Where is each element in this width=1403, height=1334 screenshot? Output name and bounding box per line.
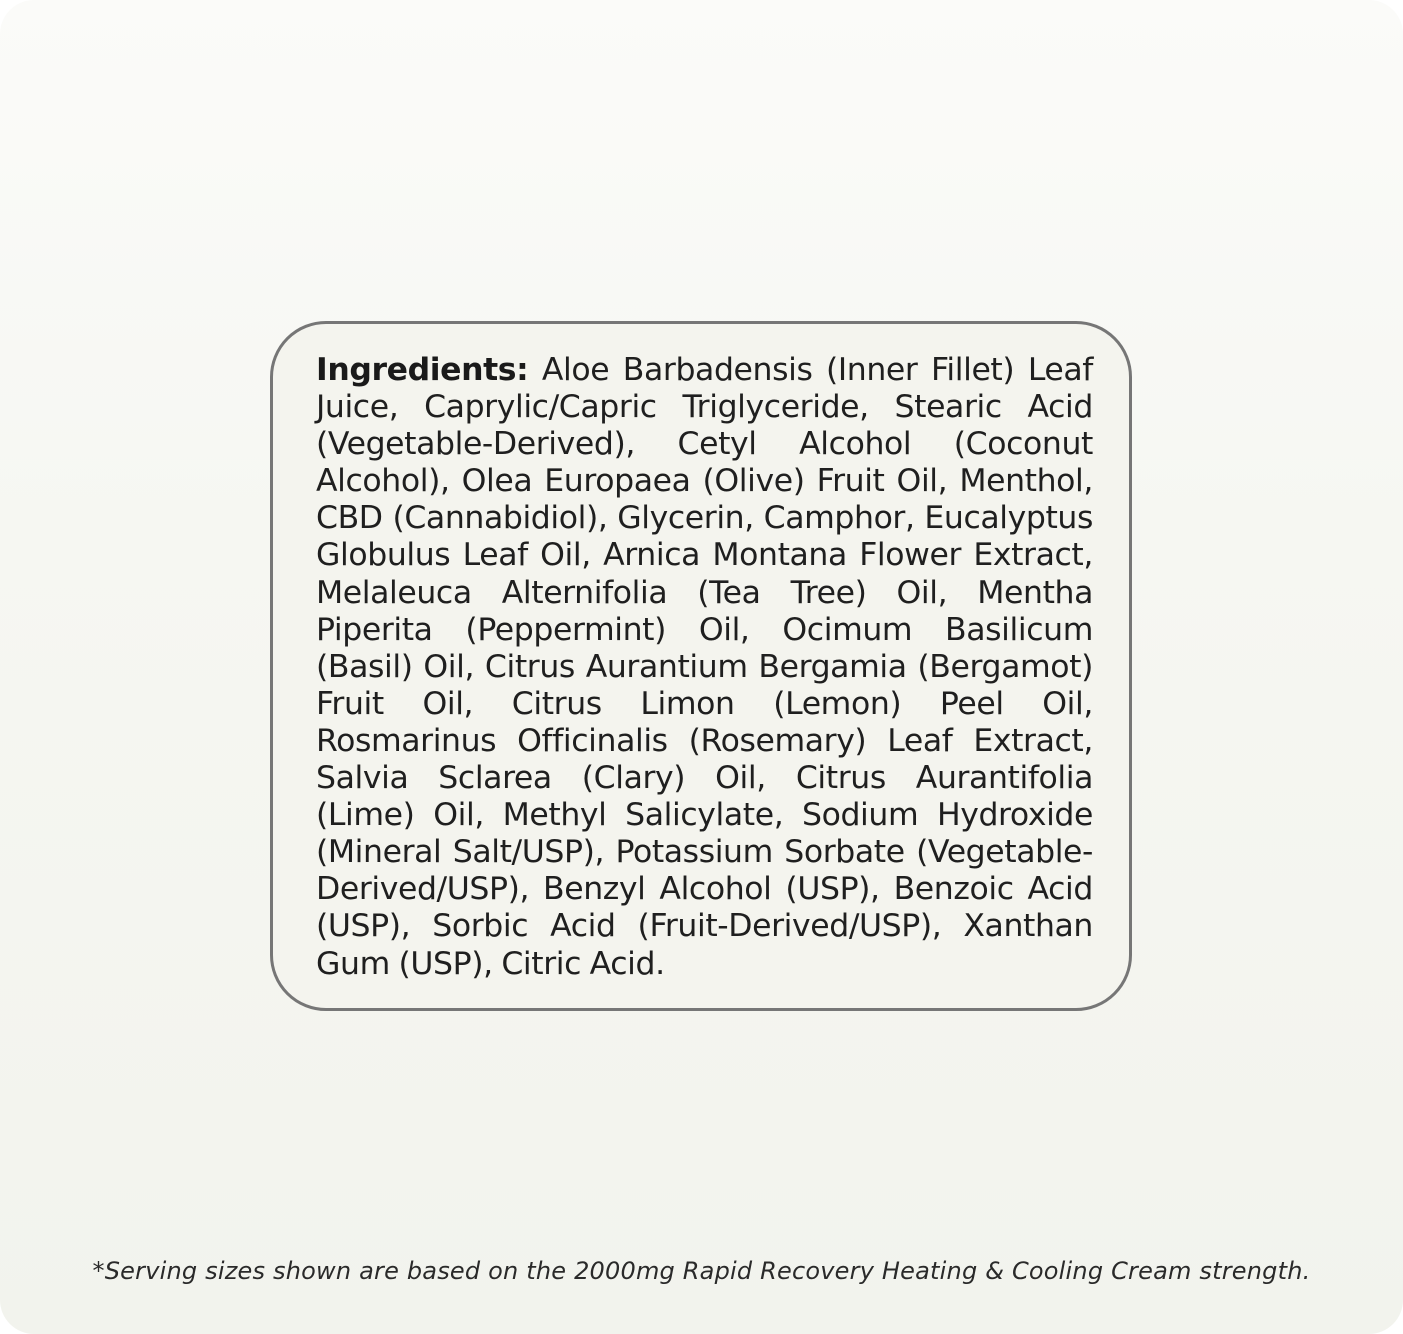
serving-size-footnote: *Serving sizes shown are based on the 2000mg Rapid Recovery Heating & Cooling Cream strength. <box>92 1257 1311 1285</box>
ingredients-label: Ingredients: <box>316 352 529 388</box>
ingredients-paragraph <box>316 352 1093 983</box>
ingredients-list: Aloe Barbadensis (Inner Fillet) Leaf Juice, Caprylic/Capric Triglyceride, Stearic Acid (Vegetable-Derived), Cetyl Alcohol (Coconut Alcohol), Olea Europaea (Olive) Fruit Oil, Menthol, CBD (Cannabidiol), Glycerin, Camphor, Eucalyptus Globulus Leaf Oil, Arnica Montana Flower Extract, Melaleuca Alternifolia (Tea Tree) Oil, Mentha Piperita (Peppermint) Oil, Ocimum Basilicum (Basil) Oil, Citrus Aurantium Bergamia (Bergamot) Fruit Oil, Citrus Limon (Lemon) Peel Oil, Rosmarinus Officinalis (Rosemary) Leaf Extract, Salvia Sclarea (Clary) Oil, Citrus Aurantifolia (Lime) Oil, Methyl Salicylate, Sodium Hydroxide (Mineral Salt/USP), Potassium Sorbate (Vegetable-Derived/USP), Benzyl Alcohol (USP), Benzoic Acid (USP), Sorbic Acid (Fruit-Derived/USP), Xanthan Gum (USP), Citric Acid. <box>316 352 1093 982</box>
ingredients-panel <box>270 321 1132 1011</box>
